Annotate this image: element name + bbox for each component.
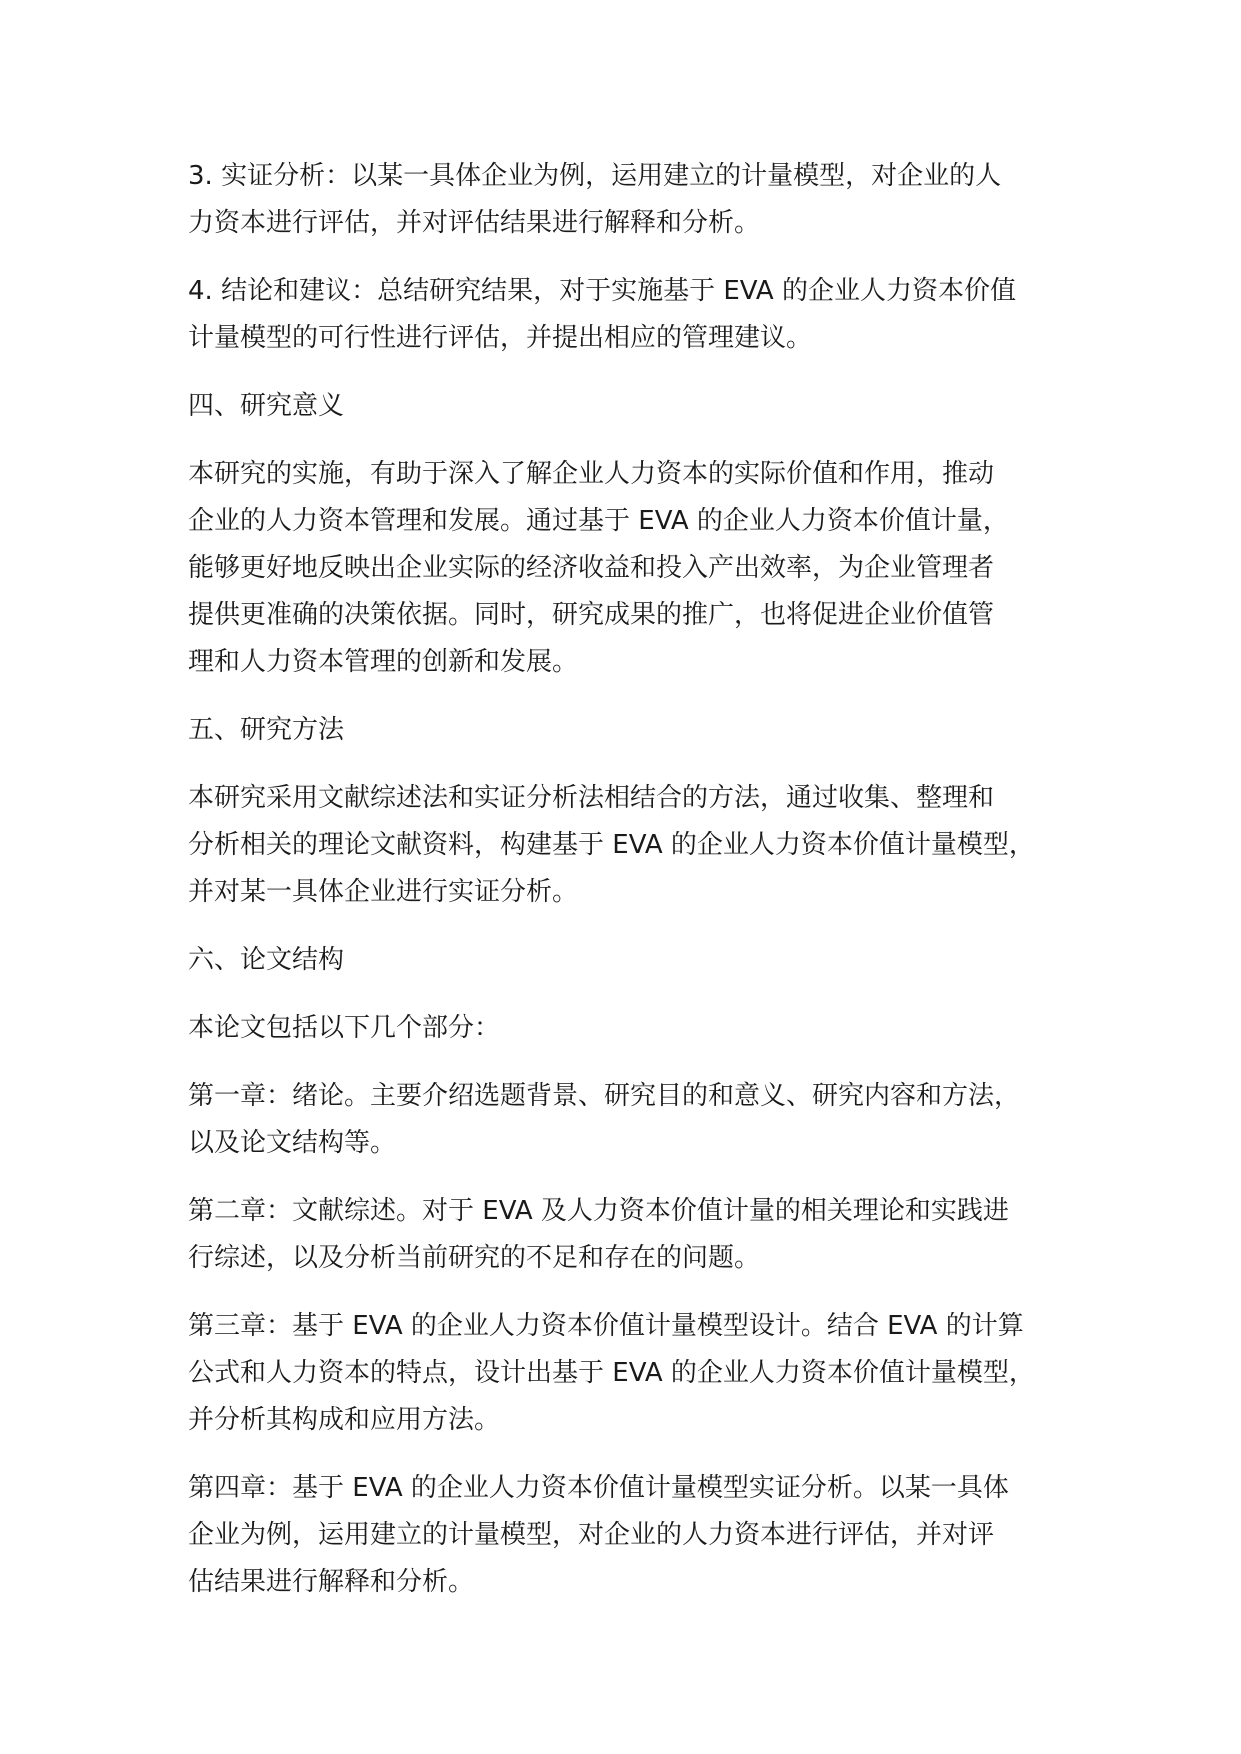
text-line: 3. 实证分析：以某一具体企业为例，运用建立的计量模型，对企业的人 — [188, 161, 1002, 191]
text-line: 以及论文结构等。 — [188, 1128, 397, 1158]
paragraph-conclusions — [188, 268, 1088, 362]
text-line: 并分析其构成和应用方法。 — [188, 1405, 501, 1435]
text-line: 能够更好地反映出企业实际的经济收益和投入产出效率，为企业管理者 — [188, 553, 995, 583]
paragraph-structure-intro — [188, 1005, 1088, 1052]
text-line: 企业为例，运用建立的计量模型，对企业的人力资本进行评估，并对评 — [188, 1520, 995, 1550]
paragraph-chapter-one — [188, 1073, 1088, 1167]
text-line: 行综述，以及分析当前研究的不足和存在的问题。 — [188, 1243, 761, 1273]
paragraph-methods — [188, 775, 1088, 916]
text-line: 企业的人力资本管理和发展。通过基于 EVA 的企业人力资本价值计量， — [188, 506, 1009, 536]
text-line: 力资本进行评估，并对评估结果进行解释和分析。 — [188, 208, 761, 238]
text-line: 并对某一具体企业进行实证分析。 — [188, 877, 579, 907]
text-line: 4. 结论和建议：总结研究结果，对于实施基于 EVA 的企业人力资本价值 — [188, 276, 1016, 306]
text-line: 本论文包括以下几个部分： — [188, 1013, 501, 1043]
section-heading-methods — [188, 707, 1088, 754]
paragraph-significance — [188, 451, 1088, 686]
text-line: 本研究的实施，有助于深入了解企业人力资本的实际价值和作用，推动 — [188, 459, 995, 489]
document-body — [188, 153, 1088, 1627]
paragraph-chapter-four — [188, 1465, 1088, 1606]
text-line: 第二章：文献综述。对于 EVA 及人力资本价值计量的相关理论和实践进 — [188, 1196, 1009, 1226]
heading-text: 四、研究意义 — [188, 391, 345, 421]
text-line: 第一章：绪论。主要介绍选题背景、研究目的和意义、研究内容和方法， — [188, 1081, 1021, 1111]
text-line: 理和人力资本管理的创新和发展。 — [188, 647, 579, 677]
section-heading-structure — [188, 937, 1088, 984]
heading-text: 六、论文结构 — [188, 945, 345, 975]
heading-text: 五、研究方法 — [188, 715, 345, 745]
section-heading-significance — [188, 383, 1088, 430]
text-line: 本研究采用文献综述法和实证分析法相结合的方法，通过收集、整理和 — [188, 783, 995, 813]
text-line: 计量模型的可行性进行评估，并提出相应的管理建议。 — [188, 323, 813, 353]
text-line: 公式和人力资本的特点，设计出基于 EVA 的企业人力资本价值计量模型， — [188, 1358, 1035, 1388]
text-line: 第四章：基于 EVA 的企业人力资本价值计量模型实证分析。以某一具体 — [188, 1473, 1009, 1503]
text-line: 分析相关的理论文献资料，构建基于 EVA 的企业人力资本价值计量模型， — [188, 830, 1035, 860]
paragraph-chapter-three — [188, 1303, 1088, 1444]
text-line: 第三章：基于 EVA 的企业人力资本价值计量模型设计。结合 EVA 的计算 — [188, 1311, 1024, 1341]
text-line: 估结果进行解释和分析。 — [188, 1567, 475, 1597]
paragraph-empirical-analysis — [188, 153, 1088, 247]
paragraph-chapter-two — [188, 1188, 1088, 1282]
text-line: 提供更准确的决策依据。同时，研究成果的推广，也将促进企业价值管 — [188, 600, 995, 630]
